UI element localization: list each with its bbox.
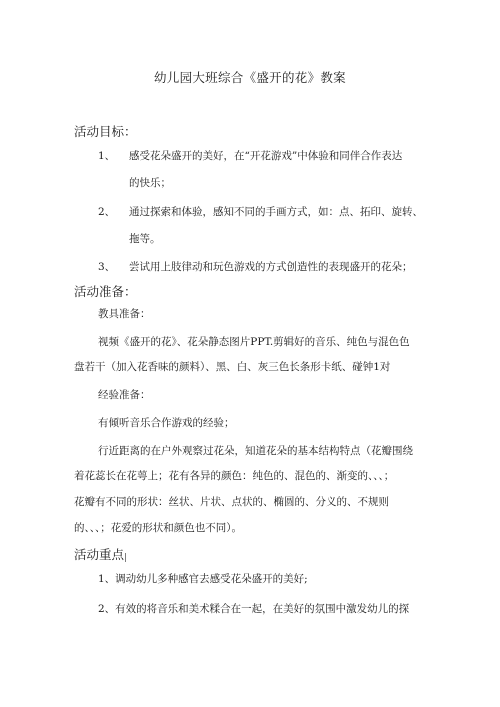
- focus-line: 2、有效的将音乐和美术糅合在一起，在美好的氛围中激发幼儿的探: [98, 603, 410, 615]
- document-title: 幼儿园大班综合《盛开的花》教案: [153, 70, 346, 85]
- experience-label: 经验准备：: [98, 389, 151, 401]
- objective-number: 3、: [98, 261, 116, 273]
- objective-text-line: 感受花朵盛开的美好，在“开花游戏”中体验和同伴合作表达: [129, 150, 403, 162]
- objective-text-line: 的快乐；: [129, 177, 171, 189]
- focus-heading: [74, 545, 127, 563]
- teacher-aids-line: 盘若干（加入花香味的颜料）、黑、白、灰三色长条形卡纸、碰钟1对: [74, 361, 391, 373]
- objectives-heading: 活动目标：: [74, 124, 137, 139]
- experience-line: 的、、、；花爱的形状和颜色也不同）。: [74, 522, 242, 534]
- experience-line: 花瓣有不同的形状：丝状、片状、点状的、椭圆的、分义的、不规则: [74, 496, 389, 508]
- focus-heading-text: 活动重点: [74, 547, 125, 562]
- teacher-aids-line: 视频《盛开的花》、花朵静态图片PPT.剪辑好的音乐、纯色与混色色: [98, 336, 410, 348]
- objective-text-line: 通过探索和体验，感知不同的手画方式，如：点、拓印、旋转、: [129, 206, 423, 218]
- focus-heading-mark: |: [124, 553, 128, 563]
- experience-line: 有倾听音乐合作游戏的经验；: [98, 417, 235, 429]
- preparation-heading: 活动准备：: [74, 284, 137, 299]
- objective-number: 2、: [98, 206, 116, 218]
- experience-line: 着花蕊长在花萼上；花有各异的颜色：纯色的、混色的、渐变的、、、；: [74, 470, 395, 482]
- focus-line: 1、调动幼儿多种感官去感受花朵盛开的美好;: [98, 573, 308, 585]
- objective-text-line: 拖等。: [129, 233, 161, 245]
- objective-text-line: 尝试用上肢律动和玩色游戏的方式创造性的表现盛开的花朵；: [129, 261, 413, 273]
- experience-line: 行近距离的在户外观察过花朵，知道花朵的基本结构特点（花瓣围绕: [98, 445, 413, 457]
- objective-number: 1、: [98, 150, 116, 162]
- teacher-aids-label: 教具准备：: [98, 308, 151, 320]
